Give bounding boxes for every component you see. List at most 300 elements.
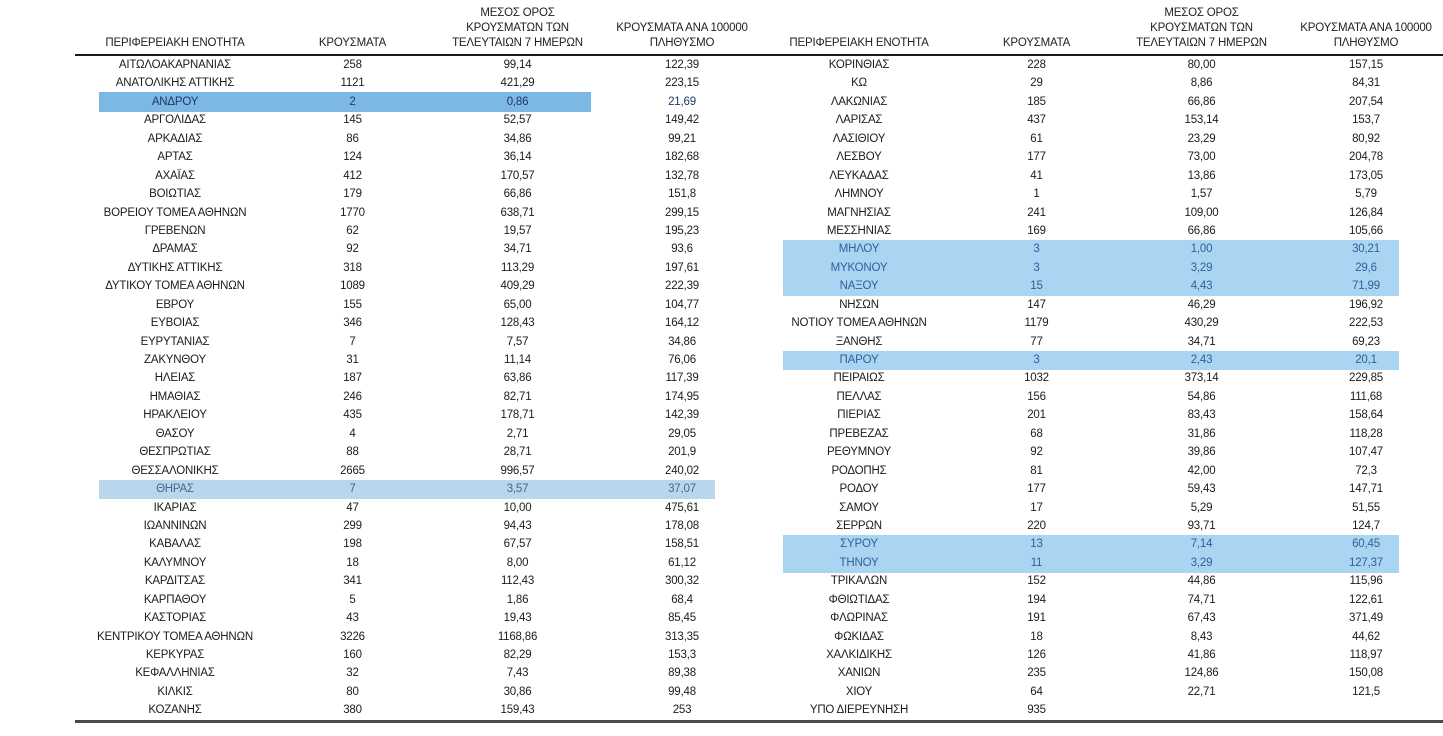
avg7-cell: 34,71 [1187,335,1216,348]
avg7-cell: 65,00 [503,298,532,311]
avg7-cell: 66,86 [1187,224,1216,237]
table-row [759,130,1443,148]
avg7-cell: 59,43 [1187,483,1216,496]
region-name-cell: ΚΑΡΠΑΘΟΥ [143,593,207,606]
cases-cell: 124 [343,151,362,164]
table-row [75,683,759,701]
left-table-header [75,6,759,54]
region-name-cell: ΒΟΡΕΙΟΥ ΤΟΜΕΑ ΑΘΗΝΩΝ [103,206,247,219]
table-row [759,148,1443,166]
cases-cell: 246 [343,390,362,403]
cases-cell: 2665 [340,464,365,477]
region-name-cell: ΔΥΤΙΚΗΣ ΑΤΤΙΚΗΣ [127,261,223,274]
table-row [759,240,1443,258]
per100k-cell: 229,85 [1349,372,1383,385]
region-name-cell: ΠΡΕΒΕΖΑΣ [829,427,889,440]
table-row [75,204,759,222]
per100k-cell: 115,96 [1349,575,1383,588]
cases-cell: 435 [343,409,362,422]
cases-cell: 152 [1027,575,1046,588]
column-header-cases: ΚΡΟΥΣΜΑΤΑ [1002,37,1071,49]
region-name-cell: ΑΝΑΤΟΛΙΚΗΣ ΑΤΤΙΚΗΣ [115,77,235,90]
region-name-cell: ΠΕΙΡΑΙΩΣ [833,372,885,385]
table-row [75,535,759,553]
region-name-cell: ΒΟΙΩΤΙΑΣ [149,188,201,201]
table-row [759,333,1443,351]
region-name-cell: ΔΥΤΙΚΟΥ ΤΟΜΕΑ ΑΘΗΝΩΝ [105,280,245,293]
table-row [759,314,1443,332]
avg7-cell: 19,57 [503,224,532,237]
per100k-cell: 223,15 [665,77,699,90]
table-row [75,701,759,719]
per100k-cell: 104,77 [665,298,699,311]
region-name-cell: ΣΕΡΡΩΝ [836,519,882,532]
per100k-cell: 99,21 [668,132,696,145]
cases-cell: 341 [343,575,362,588]
per100k-cell: 99,48 [668,685,696,698]
cases-cell: 177 [1027,151,1046,164]
avg7-cell: 2,43 [1190,354,1213,366]
avg7-cell: 112,43 [500,575,535,588]
region-name-cell: ΧΑΛΚΙΔΙΚΗΣ [826,649,892,661]
cases-cell: 147 [1027,298,1046,311]
region-name-cell: ΡΕΘΥΜΝΟΥ [826,446,892,459]
region-name-cell: ΛΑΣΙΘΙΟΥ [832,132,886,145]
per100k-cell: 147,71 [1349,483,1383,496]
avg7-cell: 39,86 [1187,446,1216,459]
avg7-cell: 1,86 [506,593,529,606]
per100k-cell: 182,68 [665,151,699,164]
cases-cell: 29 [1030,77,1043,90]
region-name-cell: ΙΚΑΡΙΑΣ [153,501,197,514]
region-name-cell: ΗΜΑΘΙΑΣ [149,390,201,403]
avg7-cell: 10,00 [503,501,532,514]
per100k-cell: 29,6 [1355,261,1377,274]
region-name-cell: ΛΗΜΝΟΥ [834,188,884,201]
cases-cell: 160 [343,649,362,661]
per100k-cell: 164,12 [665,317,699,330]
per100k-cell: 132,78 [665,169,699,182]
cases-cell: 437 [1027,114,1046,127]
table-row [75,517,759,535]
cases-cell: 47 [346,501,359,514]
avg7-cell: 170,57 [500,169,535,182]
region-name-cell: ΗΛΕΙΑΣ [154,372,196,385]
avg7-cell: 409,29 [500,280,535,293]
per100k-cell: 222,53 [1349,317,1383,330]
cases-cell: 187 [343,372,362,385]
per100k-cell: 80,92 [1352,132,1380,145]
cases-cell: 155 [343,298,362,311]
per100k-cell: 300,32 [665,575,699,588]
region-name-cell: ΦΘΙΩΤΙΔΑΣ [828,593,890,606]
table-row [75,314,759,332]
per100k-cell: 69,23 [1352,335,1380,348]
table-row [75,296,759,314]
table-bodies [75,56,1443,723]
table-row [759,462,1443,480]
region-name-cell: ΚΑΒΑΛΑΣ [149,538,201,551]
table-row [75,609,759,627]
region-name-cell: ΓΡΕΒΕΝΩΝ [144,224,206,237]
table-row [75,388,759,406]
right-table-rows [759,56,1443,720]
region-name-cell: ΖΑΚΥΝΘΟΥ [144,354,206,366]
table-row [759,701,1443,719]
table-row [759,204,1443,222]
region-name-cell: ΚΑΣΤΟΡΙΑΣ [143,612,207,625]
cases-cell: 156 [1027,390,1046,403]
region-name-cell: ΚΕΦΑΛΛΗΝΙΑΣ [135,667,215,680]
cases-cell: 1179 [1024,317,1049,330]
avg7-cell: 41,86 [1187,649,1216,661]
per100k-cell: 118,97 [1349,649,1383,661]
cases-cell: 177 [1027,483,1046,496]
per100k-cell: 240,02 [665,464,699,477]
region-name-cell: ΡΟΔΟΠΗΣ [831,464,887,477]
avg7-cell: 1168,86 [497,630,538,643]
per100k-cell: 371,49 [1349,612,1383,625]
avg7-cell: 66,86 [1187,95,1216,108]
per100k-cell: 51,55 [1352,501,1380,514]
avg7-cell: 8,00 [506,556,529,569]
avg7-cell: 19,43 [503,612,532,625]
avg7-cell: 74,71 [1187,593,1216,606]
table-headers [75,0,1443,56]
cases-cell: 3 [1033,261,1040,274]
cases-cell: 81 [1030,464,1043,477]
cases-cell: 412 [343,169,362,182]
region-name-cell: ΚΟΡΙΝΘΙΑΣ [828,59,890,71]
table-row [75,240,759,258]
avg7-cell: 7,57 [506,335,529,348]
table-row [75,130,759,148]
table-row [759,664,1443,682]
left-table-rows [75,56,759,720]
per100k-cell: 207,54 [1349,95,1383,108]
per100k-cell: 111,68 [1349,390,1383,403]
per100k-cell: 37,07 [668,483,696,496]
column-header-avg7: ΜΕΣΟΣ ΟΡΟΣ ΚΡΟΥΣΜΑΤΩΝ ΤΩΝ ΤΕΛΕΥΤΑΙΩΝ 7 ΗΜΕΡΩΝ [452,7,583,49]
table-row [759,609,1443,627]
region-name-cell: ΠΕΛΛΑΣ [836,390,882,403]
avg7-cell: 159,43 [500,704,535,717]
per100k-cell: 85,45 [668,612,696,625]
region-name-cell: ΚΑΛΥΜΝΟΥ [143,556,207,569]
avg7-cell: 421,29 [500,77,535,90]
per100k-cell: 93,6 [671,243,693,256]
per100k-cell: 107,47 [1349,446,1383,459]
avg7-cell: 82,71 [503,390,532,403]
region-name-cell: ΠΙΕΡΙΑΣ [837,409,881,422]
cases-cell: 1032 [1024,372,1049,385]
table-row [75,277,759,295]
column-header-cases: ΚΡΟΥΣΜΑΤΑ [318,37,387,49]
cases-cell: 935 [1027,704,1046,717]
cases-cell: 43 [346,612,359,625]
cases-cell: 61 [1030,132,1043,145]
avg7-cell: 4,43 [1190,280,1213,293]
per100k-cell: 68,4 [671,593,693,606]
column-header-region: ΠΕΡΙΦΕΡΕΙΑΚΗ ΕΝΟΤΗΤΑ [105,37,245,49]
cases-cell: 380 [343,704,362,717]
per100k-cell: 197,61 [665,261,699,274]
cases-cell: 1 [1033,188,1040,201]
avg7-cell: 5,29 [1190,501,1213,514]
region-name-cell: ΚΕΡΚΥΡΑΣ [145,649,205,661]
table-row [759,683,1443,701]
avg7-cell: 3,57 [506,483,529,496]
cases-cell: 299 [343,519,362,532]
table-row [759,499,1443,517]
column-header-per100k: ΚΡΟΥΣΜΑΤΑ ΑΝΑ 100000 ΠΛΗΘΥΣΜΟ [1300,22,1432,49]
avg7-cell: 46,29 [1187,298,1216,311]
table-row [75,185,759,203]
region-name-cell: ΚΑΡΔΙΤΣΑΣ [144,575,206,588]
region-name-cell: ΚΙΛΚΙΣ [157,685,193,698]
region-name-cell: ΜΗΛΟΥ [838,243,880,256]
per100k-cell: 178,08 [665,519,699,532]
table-row [75,443,759,461]
avg7-cell: 11,14 [504,354,531,366]
table-row [75,646,759,664]
table-row [75,480,759,498]
table-row [75,93,759,111]
region-name-cell: ΜΕΣΣΗΝΙΑΣ [826,224,892,237]
per100k-cell: 21,69 [668,95,696,108]
table-row [75,369,759,387]
cases-cell: 17 [1030,501,1043,514]
region-name-cell: ΦΛΩΡΙΝΑΣ [830,612,888,625]
avg7-cell: 94,43 [503,519,532,532]
avg7-cell: 7,14 [1190,538,1213,551]
table-row [759,185,1443,203]
region-name-cell: ΞΑΝΘΗΣ [835,335,883,348]
per100k-cell: 118,28 [1349,427,1383,440]
per100k-cell: 29,05 [668,427,696,440]
avg7-cell: 34,86 [503,132,532,145]
table-row [759,259,1443,277]
table-row [759,167,1443,185]
region-name-cell: ΛΑΡΙΣΑΣ [835,114,883,127]
per100k-cell: 44,62 [1352,630,1380,643]
per100k-cell: 158,51 [665,538,699,551]
region-name-cell: ΝΟΤΙΟΥ ΤΟΜΕΑ ΑΘΗΝΩΝ [791,317,927,330]
per100k-cell: 117,39 [665,372,699,385]
table-row [759,425,1443,443]
cases-cell: 4 [349,427,356,440]
region-name-cell: ΤΗΝΟΥ [839,556,879,569]
region-name-cell: ΥΠΟ ΔΙΕΡΕΥΝΗΣΗ [809,704,909,717]
avg7-cell: 638,71 [500,206,535,219]
cases-cell: 68 [1030,427,1043,440]
cases-cell: 11 [1030,556,1043,569]
cases-cell: 32 [346,667,359,680]
cases-cell: 15 [1030,280,1043,293]
region-name-cell: ΦΩΚΙΔΑΣ [834,630,884,643]
avg7-cell: 28,71 [503,446,532,459]
per100k-cell: 124,7 [1352,519,1380,532]
avg7-cell: 52,57 [503,114,532,127]
per100k-cell: 30,21 [1352,243,1380,256]
table-row [759,535,1443,553]
per100k-cell: 84,31 [1352,77,1380,90]
cases-cell: 7 [349,335,356,348]
cases-cell: 5 [349,593,356,606]
per100k-cell: 105,66 [1349,224,1383,237]
region-name-cell: ΑΡΤΑΣ [157,151,193,164]
cases-cell: 88 [346,446,359,459]
per100k-cell: 173,05 [1349,169,1383,182]
table-row [759,111,1443,129]
region-name-cell: ΘΑΣΟΥ [155,427,195,440]
table-row [759,351,1443,369]
avg7-cell: 54,86 [1187,390,1216,403]
region-name-cell: ΗΡΑΚΛΕΙΟΥ [143,409,207,422]
per100k-cell: 475,61 [665,501,699,514]
region-name-cell: ΚΕΝΤΡΙΚΟΥ ΤΟΜΕΑ ΑΘΗΝΩΝ [97,630,253,643]
region-name-cell: ΛΕΣΒΟΥ [836,151,882,164]
per100k-cell: 5,79 [1355,188,1377,201]
avg7-cell: 2,71 [506,427,529,440]
region-name-cell: ΑΝΔΡΟΥ [151,95,199,108]
avg7-cell: 1,57 [1190,188,1213,201]
avg7-cell: 67,57 [503,538,532,551]
region-name-cell: ΑΡΓΟΛΙΔΑΣ [144,114,206,127]
avg7-cell: 73,00 [1187,151,1216,164]
table-row [75,167,759,185]
avg7-cell: 373,14 [1184,372,1219,385]
avg7-cell: 23,29 [1187,132,1216,145]
table-row [759,388,1443,406]
region-name-cell: ΝΑΞΟΥ [839,280,879,293]
table-row [759,56,1443,74]
per100k-cell: 195,23 [665,224,699,237]
avg7-cell: 93,71 [1187,519,1216,532]
cases-cell: 241 [1027,206,1046,219]
cases-cell: 13 [1030,538,1043,551]
cases-cell: 31 [346,354,359,366]
avg7-cell: 153,14 [1184,114,1219,127]
avg7-cell: 36,14 [503,151,532,164]
cases-cell: 1089 [340,280,365,293]
cases-cell: 145 [343,114,362,127]
table-row [75,572,759,590]
table-row [75,148,759,166]
per100k-cell: 158,64 [1349,409,1383,422]
per100k-cell: 34,86 [668,335,696,348]
cases-cell: 3 [1033,243,1040,256]
region-name-cell: ΛΑΚΩΝΙΑΣ [830,95,888,108]
cases-cell: 194 [1027,593,1046,606]
cases-cell: 86 [346,132,359,145]
table-row [75,74,759,92]
cases-cell: 77 [1030,335,1043,348]
column-header-region: ΠΕΡΙΦΕΡΕΙΑΚΗ ΕΝΟΤΗΤΑ [789,37,929,49]
avg7-cell: 996,57 [500,464,535,477]
cases-cell: 126 [1027,649,1046,661]
table-row [75,351,759,369]
region-name-cell: ΑΧΑΪΑΣ [155,169,195,182]
region-name-cell: ΧΙΟΥ [845,685,873,698]
per100k-cell: 20,1 [1355,354,1377,366]
table-row [759,591,1443,609]
table-row [759,93,1443,111]
per100k-cell: 151,8 [668,188,696,201]
cases-cell: 185 [1027,95,1046,108]
per100k-cell: 196,92 [1349,298,1383,311]
region-name-cell: ΛΕΥΚΑΔΑΣ [829,169,889,182]
cases-cell: 1121 [340,77,365,90]
table-row [759,74,1443,92]
per100k-cell: 142,39 [665,409,699,422]
per100k-cell: 89,38 [668,667,696,680]
cases-cell: 62 [346,224,359,237]
cases-cell: 3 [1033,354,1040,366]
per100k-cell: 76,06 [668,354,696,366]
per100k-cell: 61,12 [668,556,696,569]
cases-cell: 318 [343,261,362,274]
region-name-cell: ΕΥΡΥΤΑΝΙΑΣ [140,335,210,348]
avg7-cell: 430,29 [1184,317,1219,330]
table-row [75,628,759,646]
avg7-cell: 0,86 [506,95,529,108]
cases-cell: 198 [343,538,362,551]
table-row [75,462,759,480]
avg7-cell: 82,29 [503,649,532,661]
region-name-cell: ΘΕΣΠΡΩΤΙΑΣ [139,446,211,459]
table-row [759,572,1443,590]
cases-cell: 7 [349,483,356,496]
avg7-cell: 124,86 [1184,667,1219,680]
avg7-cell: 178,71 [500,409,535,422]
table-row [75,591,759,609]
table-row [75,333,759,351]
region-name-cell: ΝΗΣΩΝ [839,298,879,311]
region-name-cell: ΧΑΝΙΩΝ [837,667,881,680]
cases-cell: 92 [346,243,359,256]
avg7-cell: 3,29 [1190,556,1213,569]
table-row [759,646,1443,664]
per100k-cell: 60,45 [1352,538,1380,551]
table-row [759,443,1443,461]
table-row [75,664,759,682]
table-row [759,277,1443,295]
per100k-cell: 149,42 [665,114,699,127]
right-table-header [759,6,1443,54]
region-name-cell: ΘΕΣΣΑΛΟΝΙΚΗΣ [131,464,219,477]
table-row [75,259,759,277]
cases-cell: 1770 [340,206,365,219]
cases-cell: 18 [1030,630,1043,643]
per100k-cell: 253 [672,704,692,717]
region-name-cell: ΕΥΒΟΙΑΣ [150,317,200,330]
region-name-cell: ΘΗΡΑΣ [156,483,194,496]
table-row [759,554,1443,572]
table-row [759,222,1443,240]
table-row [759,480,1443,498]
cases-cell: 179 [343,188,362,201]
table-row [75,56,759,74]
per100k-cell: 126,84 [1349,206,1383,219]
avg7-cell: 3,29 [1190,261,1213,274]
table-row [75,222,759,240]
table-row [759,406,1443,424]
region-name-cell: ΣΑΜΟΥ [839,501,879,514]
cases-cell: 220 [1027,519,1046,532]
cases-cell: 64 [1030,685,1043,698]
column-header-per100k: ΚΡΟΥΣΜΑΤΑ ΑΝΑ 100000 ΠΛΗΘΥΣΜΟ [616,22,748,49]
